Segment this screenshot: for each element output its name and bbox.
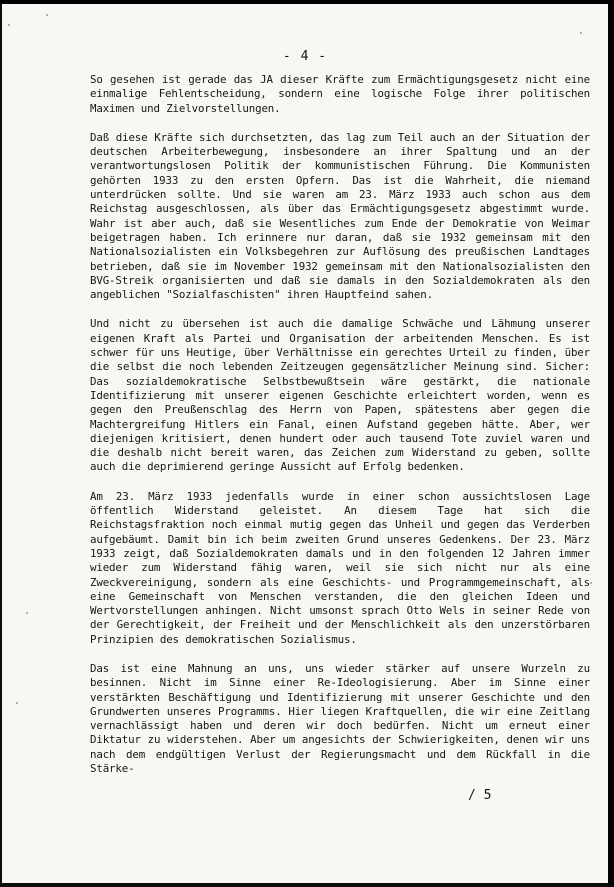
paragraph-3: Und nicht zu übersehen ist auch die damalige Schwäche und Lähmung unserer eigenen Kraft als Partei und Organisation der arbeitenden Menschen. Es ist schwer für uns Heutige, über Verhältnisse ein gerechtes Urteil zu finden, über die selbst die noch lebenden Zeitzeugen gegensätzlicher Meinung sind. Sicher: Das sozialdemokratische Selbstbewußtsein wäre gestärkt, die nationale Identifizierung mit unserer eigenen Geschichte erleichtert worden, wenn es gegen den Preußenschlag des Herrn von Papen, spätestens aber gegen die Machtergreifung Hitlers ein Fanal, einen Aufstand gegeben hätte. Aber, wer diejenigen kritisiert, denen hundert oder auch tausend Tote zuviel waren und die deshalb nicht bereit waren, das Zeichen zum Widerstand zu geben, sollte auch die deprimierend geringe Aussicht auf Erfolg bedenken.: [90, 317, 590, 474]
scan-speck: [26, 612, 28, 614]
scan-speck: [590, 582, 592, 584]
scan-border-right: [608, 0, 614, 887]
scan-speck: [16, 702, 18, 704]
scan-speck: [46, 14, 48, 16]
paragraph-5: Das ist eine Mahnung an uns, uns wieder stärker auf unsere Wurzeln zu besinnen. Nicht im Sinne einer Re-Ideologisierung. Aber im Sinne einer verstärkten Beschäftigung und Identifizierung mit unserer Geschichte und den Grundwerten unseres Programms. Hier liegen Kraftquellen, die wir eine Zeitlang vernachlässigt haben und deren wir doch bedürfen. Nicht um erneut einer Diktatur zu widerstehen. Aber um angesichts der Schwierigkeiten, denen wir uns nach dem endgültigen Verlust der Regierungsmacht und dem Rückfall in die Stärke-: [90, 661, 590, 776]
scan-speck: [580, 32, 582, 34]
document-page: [2, 2, 608, 883]
scan-border-top: [0, 0, 610, 4]
continuation-marker: / 5: [468, 788, 492, 803]
paragraph-1: So gesehen ist gerade das JA dieser Kräfte zum Ermächtigungsgesetz nicht eine einmalige Fehlentscheidung, sondern eine logische Folge ihrer politischen Maximen und Zielvorstellungen.: [90, 73, 590, 115]
paragraph-2: Daß diese Kräfte sich durchsetzten, das lag zum Teil auch an der Situation der deutschen Arbeiterbewegung, insbesondere an ihrer Spaltung und an der verantwortungslosen Politik der kommunistischen Führung. Die Kommunisten gehörten 1933 zu den ersten Opfern. Das ist die Wahrheit, die niemand unterdrücken sollte. Und sie waren am 23. März 1933 auch schon aus dem Reichstag ausgeschlossen, als über das Ermächtigungsgesetz abgestimmt wurde. Wahr ist aber auch, daß sie Wesentliches zum Ende der Demokratie von Weimar beigetragen haben. Ich erinnere nur daran, daß sie 1932 gemeinsam mit den Nationalsozialisten ein Volksbegehren zur Auflösung des preußischen Landtages betrieben, daß sie im November 1932 gemeinsam mit den Nationalsozialisten den BVG-Streik organisierten und daß sie damals in den Sozialdemokraten als den angeblichen "Sozialfaschisten" ihren Hauptfeind sahen.: [90, 130, 590, 302]
scan-speck: [8, 24, 10, 26]
document-body: [90, 73, 590, 791]
paragraph-4: Am 23. März 1933 jedenfalls wurde in einer schon aussichtslosen Lage öffentlich Widerstand geleistet. An diesem Tage hat sich die Reichstagsfraktion noch einmal mutig gegen das Unheil und gegen das Verderben aufgebäumt. Damit bin ich beim zweiten Grund unseres Gedenkens. Der 23. März 1933 zeigt, daß Sozialdemokraten damals und in den folgenden 12 Jahren immer wieder zum Widerstand fähig waren, weil sie sich nicht nur als eine Zweckvereinigung, sondern als eine Geschichts- und Programmgemeinschaft, als eine Gemeinschaft von Menschen verstanden, die den gleichen Ideen und Wertvorstellungen anhingen. Nicht umsonst sprach Otto Wels in seiner Rede von der Gerechtigkeit, der Freiheit und der Menschlichkeit als den unzerstörbaren Prinzipien des demokratischen Sozialismus.: [90, 489, 590, 646]
page-number: - 4 -: [282, 49, 328, 64]
